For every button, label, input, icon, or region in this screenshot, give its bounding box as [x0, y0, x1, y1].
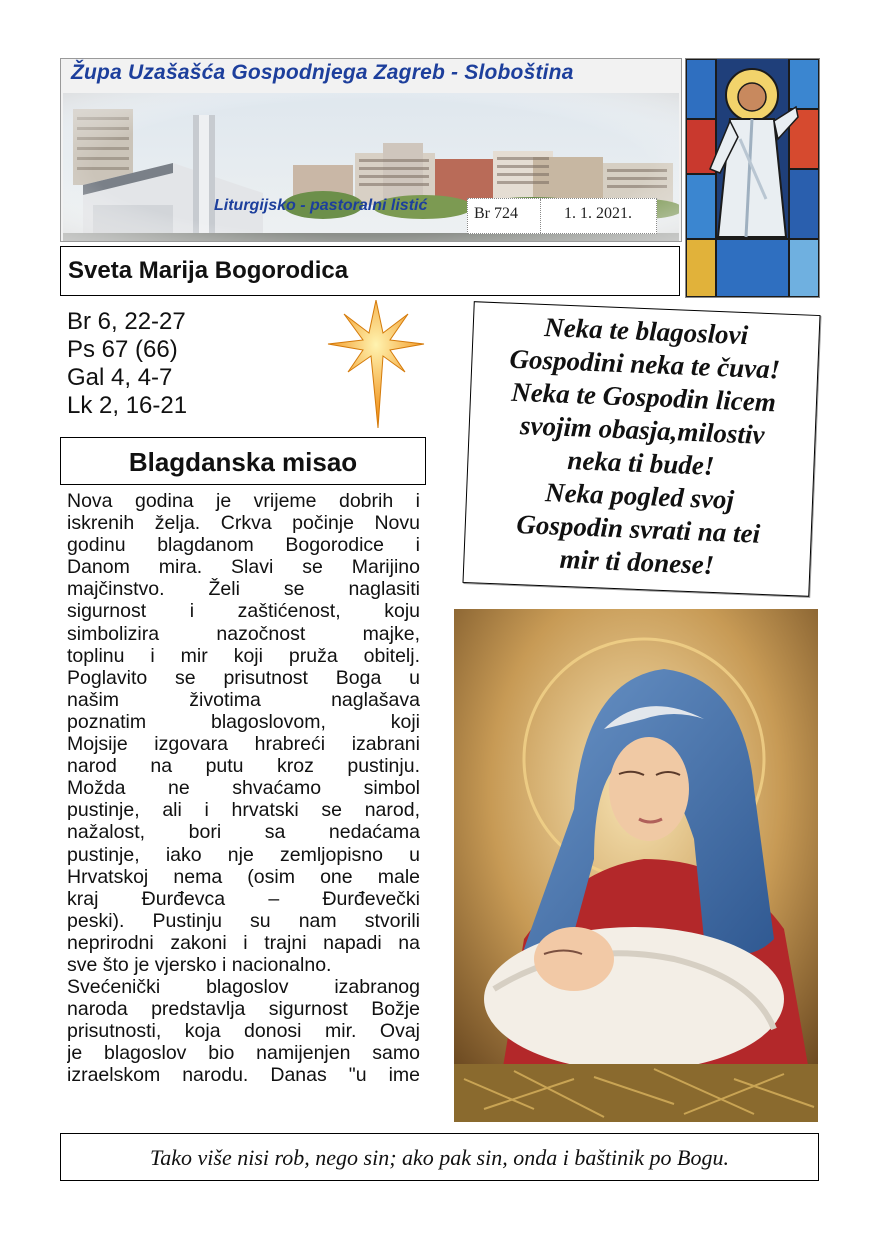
- blessing-line: Neka te blagoslovi: [543, 312, 749, 351]
- body-line: izraelskom narodu. Danas "u ime: [67, 1064, 420, 1087]
- blessing-line: Neka pogled svoj: [544, 477, 735, 515]
- body-line: Mojsije izgovara hrabreći izabrani: [67, 733, 420, 756]
- reading-item: Gal 4, 4-7: [67, 364, 173, 391]
- body-line: pustinje, iako nje zemljopisno u: [67, 843, 420, 866]
- blessing-line: neka ti bude!: [566, 445, 715, 481]
- readings-list: [67, 308, 187, 420]
- body-line: neprirodni zakoni i trajni napadi na: [67, 931, 420, 954]
- article-body: [67, 490, 420, 1087]
- body-line: poznatim blagoslovom, koji: [67, 710, 420, 733]
- body-line: godinu blagdanom Bogorodice i: [67, 534, 420, 557]
- body-line: Svećenički blagoslov izabranog: [67, 976, 420, 999]
- bulletin-subtitle: Liturgijsko - pastoralni listić: [214, 197, 428, 214]
- body-line: pustinje, ali i hrvatski se narod,: [67, 799, 420, 822]
- blessing-line: Gospodin svrati na tei: [515, 509, 761, 549]
- body-line: Hrvatskoj nema (osim one male: [67, 865, 420, 888]
- body-line: nažalost, bori sa nedaćama: [67, 821, 420, 844]
- body-line: sigurnost i zaštićenost, koju: [67, 600, 420, 623]
- blessing-line: Gospodini neka te čuva!: [509, 343, 781, 385]
- body-line: Nova godina je vrijeme dobrih i: [67, 490, 420, 512]
- blessing-line: svojim obasja,milostiv: [519, 410, 766, 450]
- body-line: Danom mira. Slavi se Marijino: [67, 556, 420, 579]
- body-line: naroda predstavlja sigurnost Božje: [67, 998, 420, 1021]
- stained-glass-christ-image: [685, 58, 820, 298]
- issue-date: 1. 1. 2021.: [564, 205, 632, 222]
- section-heading-box: [60, 437, 426, 485]
- madonna-and-child-image: [454, 609, 818, 1122]
- blessing-quote-box: [462, 301, 820, 597]
- body-line: narod na putu kroz pustinju.: [67, 755, 420, 778]
- issue-divider: [540, 199, 541, 233]
- issue-number: Br 724: [474, 205, 518, 222]
- feast-title: Sveta Marija Bogorodica: [68, 257, 349, 284]
- body-line: toplinu i mir koji pruža obitelj.: [67, 644, 420, 667]
- star-icon: [326, 300, 426, 430]
- blessing-line: mir ti donese!: [559, 543, 715, 580]
- feast-title-box: [60, 246, 680, 296]
- issue-info-box: [467, 198, 657, 234]
- reading-item: Ps 67 (66): [67, 336, 178, 363]
- body-line: sve što je vjersko i nacionalno.: [67, 953, 332, 976]
- body-line: simbolizira nazočnost majke,: [67, 622, 420, 645]
- footer-quote: Tako više nisi rob, nego sin; ako pak sin, onda i baštinik po Bogu.: [150, 1145, 729, 1170]
- body-line: kraj Đurđevca – Đurđevečki: [67, 887, 420, 910]
- section-title: Blagdanska misao: [128, 447, 358, 477]
- body-line: je blagoslov bio namijenjen samo: [67, 1042, 420, 1065]
- body-line: Možda ne shvaćamo simbol: [67, 777, 420, 800]
- reading-item: Br 6, 22-27: [67, 308, 186, 335]
- body-line: majčinstvo. Želi se naglasiti: [67, 578, 420, 601]
- parish-title: Župa Uzašašća Gospodnjega Zagreb - Sloboština: [71, 61, 574, 84]
- body-line: peski). Pustinju su nam stvorili: [67, 909, 420, 932]
- blessing-line: Neka te Gospodin licem: [510, 376, 777, 418]
- reading-item: Lk 2, 16-21: [67, 392, 188, 419]
- footer-quote-box: [60, 1133, 819, 1181]
- body-line: iskrenih želja. Crkva počinje Novu: [67, 512, 420, 535]
- body-line: Poglavito se prisutnost Boga u: [67, 666, 420, 689]
- body-line: prisutnosti, koja donosi mir. Ovaj: [67, 1020, 420, 1043]
- body-line: našim životima naglašava: [67, 688, 420, 711]
